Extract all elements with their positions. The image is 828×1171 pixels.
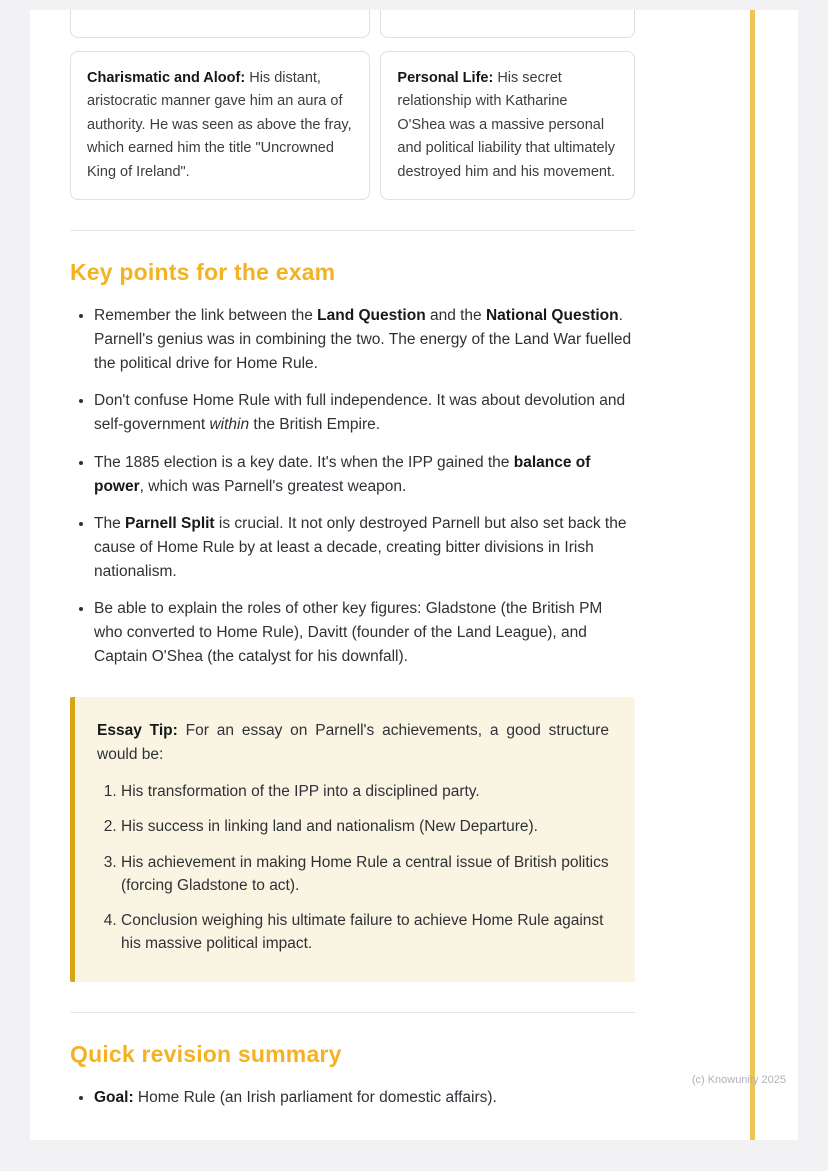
key-point-item: • Be able to explain the roles of other key figures: Gladstone (the British PM who converted to Home Rule), Davitt (founder of the Land League), and Captain O'Shea (the catalyst for his downfall). bbox=[94, 597, 635, 669]
essay-tip-callout bbox=[70, 697, 635, 982]
footer-credit: (c) Knowunity 2025 bbox=[691, 1074, 786, 1086]
cut-off-card bbox=[70, 10, 370, 38]
key-point-item: • Remember the link between the Land Question and the National Question. Parnell's genius was in combining the two. The energy of the Land War fuelled the political drive for Home Rule. bbox=[94, 304, 635, 376]
essay-tip-intro: Essay Tip: For an essay on Parnell's achievements, a good structure would be: bbox=[97, 721, 609, 764]
document-page bbox=[30, 10, 798, 1140]
revision-summary-list bbox=[70, 1086, 635, 1110]
essay-tip-item: 4. Conclusion weighing his ultimate failure to achieve Home Rule against his massive political impact. bbox=[121, 909, 609, 956]
essay-tip-item: 1. His transformation of the IPP into a disciplined party. bbox=[121, 780, 609, 803]
key-point-item: • The 1885 election is a key date. It's when the IPP gained the balance of power, which was Parnell's greatest weapon. bbox=[94, 451, 635, 499]
card-text: Charismatic and Aloof: His distant, aristocratic manner gave him an aura of authority. He was seen as above the fray, which earned him the title "Uncrowned King of Ireland". bbox=[87, 70, 352, 180]
key-points-list bbox=[70, 304, 635, 668]
essay-tip-list bbox=[97, 780, 609, 956]
section-divider bbox=[70, 1012, 635, 1013]
document-content bbox=[70, 10, 635, 1123]
key-points-heading: Key points for the exam bbox=[70, 259, 336, 286]
revision-summary-heading: Quick revision summary bbox=[70, 1040, 342, 1067]
key-point-item: • Don't confuse Home Rule with full independence. It was about devolution and self-government within the British Empire. bbox=[94, 389, 635, 437]
section-divider bbox=[70, 230, 635, 231]
revision-item: • Goal: Home Rule (an Irish parliament for domestic affairs). bbox=[94, 1086, 635, 1110]
card-charismatic-and-aloof bbox=[70, 51, 370, 200]
key-point-item: • The Parnell Split is crucial. It not only destroyed Parnell but also set back the cause of Home Rule by at least a decade, creating bitter divisions in Irish nationalism. bbox=[94, 512, 635, 584]
cut-off-card bbox=[380, 10, 635, 38]
decorative-gold-stripe bbox=[750, 10, 755, 1140]
essay-tip-item: 3. His achievement in making Home Rule a central issue of British politics (forcing Gladstone to act). bbox=[121, 851, 609, 898]
cut-off-cards-row bbox=[70, 10, 635, 38]
card-text: Personal Life: His secret relationship with Katharine O'Shea was a massive personal and political liability that ultimately destroyed him and his movement. bbox=[397, 70, 616, 180]
card-personal-life bbox=[380, 51, 635, 200]
info-cards-row bbox=[70, 51, 635, 200]
essay-tip-item: 2. His success in linking land and nationalism (New Departure). bbox=[121, 815, 609, 838]
